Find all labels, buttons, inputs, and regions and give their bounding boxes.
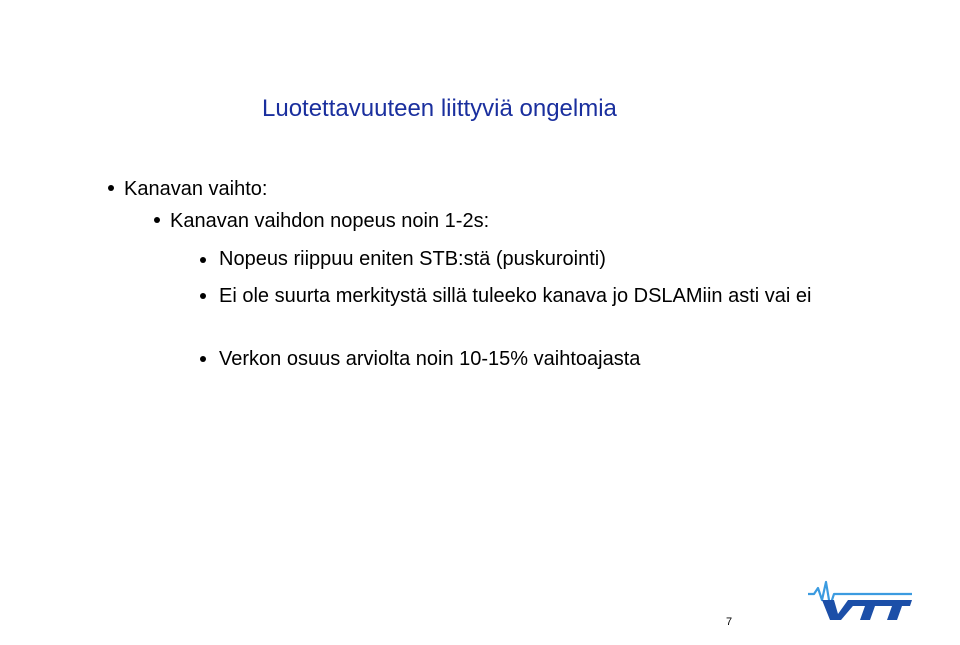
bullet-level2: Kanavan vaihdon nopeus noin 1-2s:: [170, 210, 490, 232]
bullet-dot: [200, 356, 206, 362]
bullet-dot: [154, 217, 160, 223]
bullet-dot: [200, 257, 206, 263]
bullet-dot: [108, 185, 114, 191]
vtt-logo: [808, 576, 912, 622]
bullet-level3-item: Nopeus riippuu eniten STB:stä (puskurointi): [219, 248, 606, 270]
logo-letter-t2: [880, 600, 912, 620]
page-number: 7: [726, 616, 733, 628]
logo-letter-t1: [852, 600, 886, 620]
bullet-level1: Kanavan vaihto:: [124, 178, 268, 200]
bullet-level3-item: Verkon osuus arviolta noin 10-15% vaihtoajasta: [219, 348, 641, 370]
bullet-level3-item: Ei ole suurta merkitystä sillä tuleeko kanava jo DSLAMiin asti vai ei: [219, 285, 812, 307]
slide-title: Luotettavuuteen liittyviä ongelmia: [262, 95, 617, 122]
bullet-dot: [200, 293, 206, 299]
logo-letter-v: [822, 600, 858, 620]
